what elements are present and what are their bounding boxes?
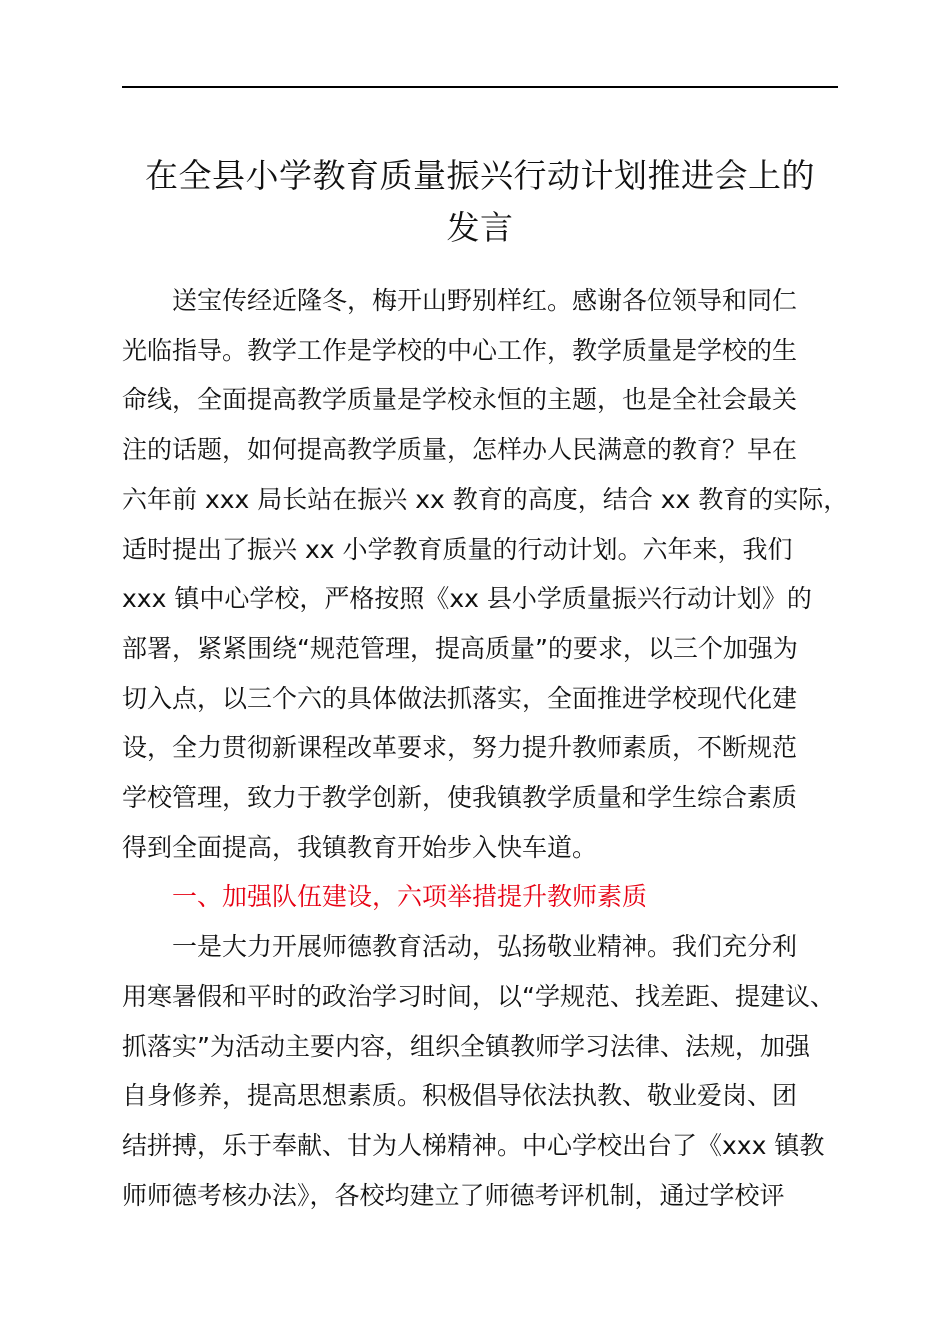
text-line: 学校管理，致力于教学创新，使我镇教学质量和学生综合素质 (122, 783, 798, 813)
text-line: 设，全力贯彻新课程改革要求，努力提升教师素质，不断规范 (122, 733, 798, 763)
intro-paragraph (122, 276, 849, 872)
text-line: xxx 镇中心学校，严格按照《xx 县小学质量振兴行动计划》的 (122, 584, 812, 614)
text-line: 一是大力开展师德教育活动，弘扬敬业精神。我们充分利 (172, 932, 798, 962)
title-line: 发言 (446, 208, 514, 247)
top-rule (122, 86, 838, 88)
text-line: 送宝传经近隆冬，梅开山野别样红。感谢各位领导和同仁 (172, 286, 798, 315)
text-line: 得到全面提高，我镇教育开始步入快车道。 (122, 832, 598, 862)
document-body (122, 276, 849, 1220)
text-line: 适时提出了振兴 xx 小学教育质量的行动计划。六年来，我们 (122, 534, 793, 564)
text-line: 师师德考核办法》，各校均建立了师德考评机制，通过学校评 (122, 1180, 785, 1210)
text-line: 命线，全面提高教学质量是学校永恒的主题，也是全社会最关 (122, 385, 798, 415)
section-heading (122, 872, 838, 922)
text-line: 部署，紧紧围绕“规范管理，提高质量”的要求，以三个加强为 (122, 633, 798, 663)
text-line: 结拼搏，乐于奉献、甘为人梯精神。中心学校出台了《xxx 镇教 (122, 1130, 825, 1160)
text-line: 切入点，以三个六的具体做法抓落实，全面推进学校现代化建 (122, 683, 798, 713)
text-line: 抓落实”为活动主要内容，组织全镇教师学习法律、法规，加强 (122, 1031, 810, 1061)
section-heading-text: 一、加强队伍建设，六项举措提升教师素质 (172, 882, 648, 912)
text-line: 光临指导。教学工作是学校的中心工作，教学质量是学校的生 (122, 335, 798, 365)
text-line: 六年前 xxx 局长站在振兴 xx 教育的高度，结合 xx 教育的实际， (122, 484, 849, 514)
text-line: 注的话题，如何提高教学质量，怎样办人民满意的教育？早在 (122, 435, 798, 465)
section-paragraph (122, 922, 838, 1220)
title-line: 在全县小学教育质量振兴行动计划推进会上的 (145, 156, 815, 195)
text-line: 自身修养，提高思想素质。积极倡导依法执教、敬业爱岗、团 (122, 1081, 798, 1111)
text-line: 用寒暑假和平时的政治学习时间，以“学规范、找差距、提建议、 (122, 981, 835, 1011)
page-title (122, 150, 838, 254)
